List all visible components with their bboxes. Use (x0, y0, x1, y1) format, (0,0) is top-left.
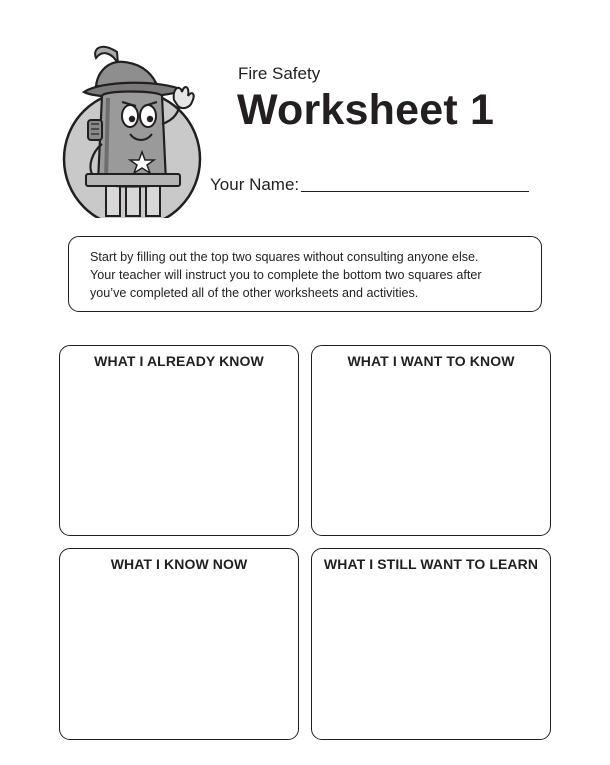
name-input-line[interactable] (301, 191, 529, 192)
writing-area[interactable] (320, 380, 542, 527)
writing-area[interactable] (320, 583, 542, 731)
writing-area[interactable] (68, 380, 290, 527)
square-what-i-want-to-know (311, 345, 551, 536)
writing-area[interactable] (68, 583, 290, 731)
instructions-text: Start by filling out the top two squares without consulting anyone else. Your teacher will instruct you to complete the bottom two squares after you’ve completed all of the other worksheets and activities. (90, 250, 482, 300)
square-title: WHAT I ALREADY KNOW (94, 353, 264, 369)
square-title: WHAT I WANT TO KNOW (347, 353, 515, 369)
square-what-i-already-know (59, 345, 299, 536)
square-title: WHAT I STILL WANT TO LEARN (323, 556, 539, 572)
square-title: WHAT I KNOW NOW (110, 556, 248, 572)
fire-hydrant-mascot-icon (62, 34, 208, 218)
instructions-box (68, 236, 542, 312)
worksheet-subtitle: Fire Safety (238, 64, 321, 83)
square-what-i-know-now (59, 548, 299, 740)
square-what-i-still-want-to-learn (311, 548, 551, 740)
worksheet-title: Worksheet 1 (237, 86, 495, 134)
name-label: Your Name: (210, 175, 300, 194)
name-row (210, 174, 540, 198)
